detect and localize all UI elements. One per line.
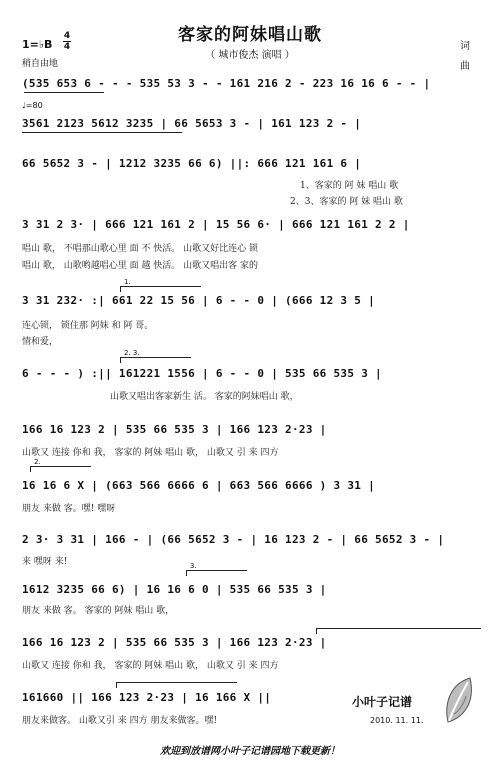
system-4-notes: 3 31 2 3· | 666 121 161 2 | 15 56 6· | 666 121 161 2 2 | xyxy=(22,218,410,231)
system-4-lyric-1: 唱山 歌， 不唱那山歌心里 面 不 快活。 山歌又好比连心 锁 xyxy=(22,244,259,254)
system-7-lyric-1: 山歌又 连接 你和 我， 客家的 阿妹 唱山 歌， 山歌又 引 来 四方 xyxy=(22,448,279,458)
system-12-lyric-1: 朋友来做客。 山歌又引 来 四方 朋友来做客。嘿! xyxy=(22,716,218,726)
system-3-lyric-1: 1、客家的 阿 妹 唱山 歌 xyxy=(300,181,399,191)
meter-bottom: 4 xyxy=(63,42,71,52)
leaf-logo-icon xyxy=(440,674,480,728)
system-6-notes: 6 - - - ) :|| 161221 1556 | 6 - - 0 | 535 66 535 3 | xyxy=(22,367,382,380)
system-8-notes: 16 16 6 X | (663 566 6666 6 | 663 566 6666 ) 3 31 | xyxy=(22,479,376,492)
credits xyxy=(458,37,472,77)
system-5-notes: 3 31 232· :| 661 22 15 56 | 6 - - 0 | (666 12 3 5 | xyxy=(22,294,376,307)
system-7-notes: 166 16 123 2 | 535 66 535 3 | 166 123 2·23 | xyxy=(22,423,327,436)
system-5-lyric-1: 连心锁， 锁住那 阿妹 和 阿 哥。 xyxy=(22,321,154,331)
tempo-mark: ♩=80 xyxy=(22,101,43,110)
system-3-notes: 66 5652 3 - | 1212 3235 66 6) ||: 666 121 161 6 | xyxy=(22,157,362,170)
volta-3: 3. xyxy=(186,570,247,576)
system-12-notes: 161660 || 166 123 2·23 | 16 166 X || xyxy=(22,691,272,704)
meter-top: 4 xyxy=(63,31,71,41)
beam xyxy=(24,92,104,93)
system-5-lyric-2: 情和爱， xyxy=(22,337,59,347)
system-3-lyric-2: 2、3、客家的 阿 妹 唱山 歌 xyxy=(290,197,403,207)
volta-2-3: 2. 3. xyxy=(120,357,191,363)
system-4-lyric-2: 唱山 歌， 山歌哟越唱心里 面 越 快活。 山歌又唱出客 家的 xyxy=(22,261,259,271)
credits-composer: 曲 xyxy=(460,61,470,72)
system-9-lyric-1: 来 嘿呀 来! xyxy=(22,557,68,567)
page-title: 客家的阿妹唱山歌 xyxy=(178,25,322,45)
volta-last xyxy=(116,682,237,688)
brand-name: 小叶子记谱 xyxy=(352,695,413,709)
page-subtitle: （ 城市俊杰 演唱 ） xyxy=(205,50,295,61)
volta-1: 1. xyxy=(120,286,201,292)
system-11-lyric-1: 山歌又 连接 你和 我， 客家的 阿妹 唱山 歌， 山歌又 引 来 四方 xyxy=(22,661,279,671)
date-stamp: 2010. 11. 11. xyxy=(370,716,424,725)
beam xyxy=(22,132,182,133)
system-2-notes: 3561 2123 5612 3235 | 66 5653 3 - | 161 123 2 - | xyxy=(22,117,362,130)
volta-3b xyxy=(316,628,481,634)
system-10-notes: 1612 3235 66 6) | 16 16 6 0 | 535 66 535 3 | xyxy=(22,583,327,596)
time-signature xyxy=(63,31,71,52)
system-6-lyric-1: 山歌又唱出客家新生 活。 客家的阿妹唱山 歌， xyxy=(110,392,299,402)
system-10-lyric-1: 朋友 来做 客。 客家的 阿妹 唱山 歌， xyxy=(22,606,175,616)
system-9-notes: 2 3· 3 31 | 166 - | (66 5652 3 - | 16 123 2 - | 66 5652 3 - | xyxy=(22,533,445,546)
system-8-lyric-1: 朋友 来做 客。嘿! 嘿呀 xyxy=(22,504,116,514)
key-signature: 1=♭B xyxy=(22,38,53,51)
system-1-notes: (535 653 6 - - - 535 53 3 - - 161 216 2 - 223 16 16 6 - - | xyxy=(22,77,431,90)
system-11-notes: 166 16 123 2 | 535 66 535 3 | 166 123 2·23 | xyxy=(22,636,327,649)
footer-note: 欢迎到放谱网小叶子记谱园地下载更新！ xyxy=(160,746,340,757)
volta-2: 2. xyxy=(30,466,91,472)
credits-lyricist: 词 xyxy=(460,41,470,52)
tempo-text: 稍自由地 xyxy=(22,59,59,69)
